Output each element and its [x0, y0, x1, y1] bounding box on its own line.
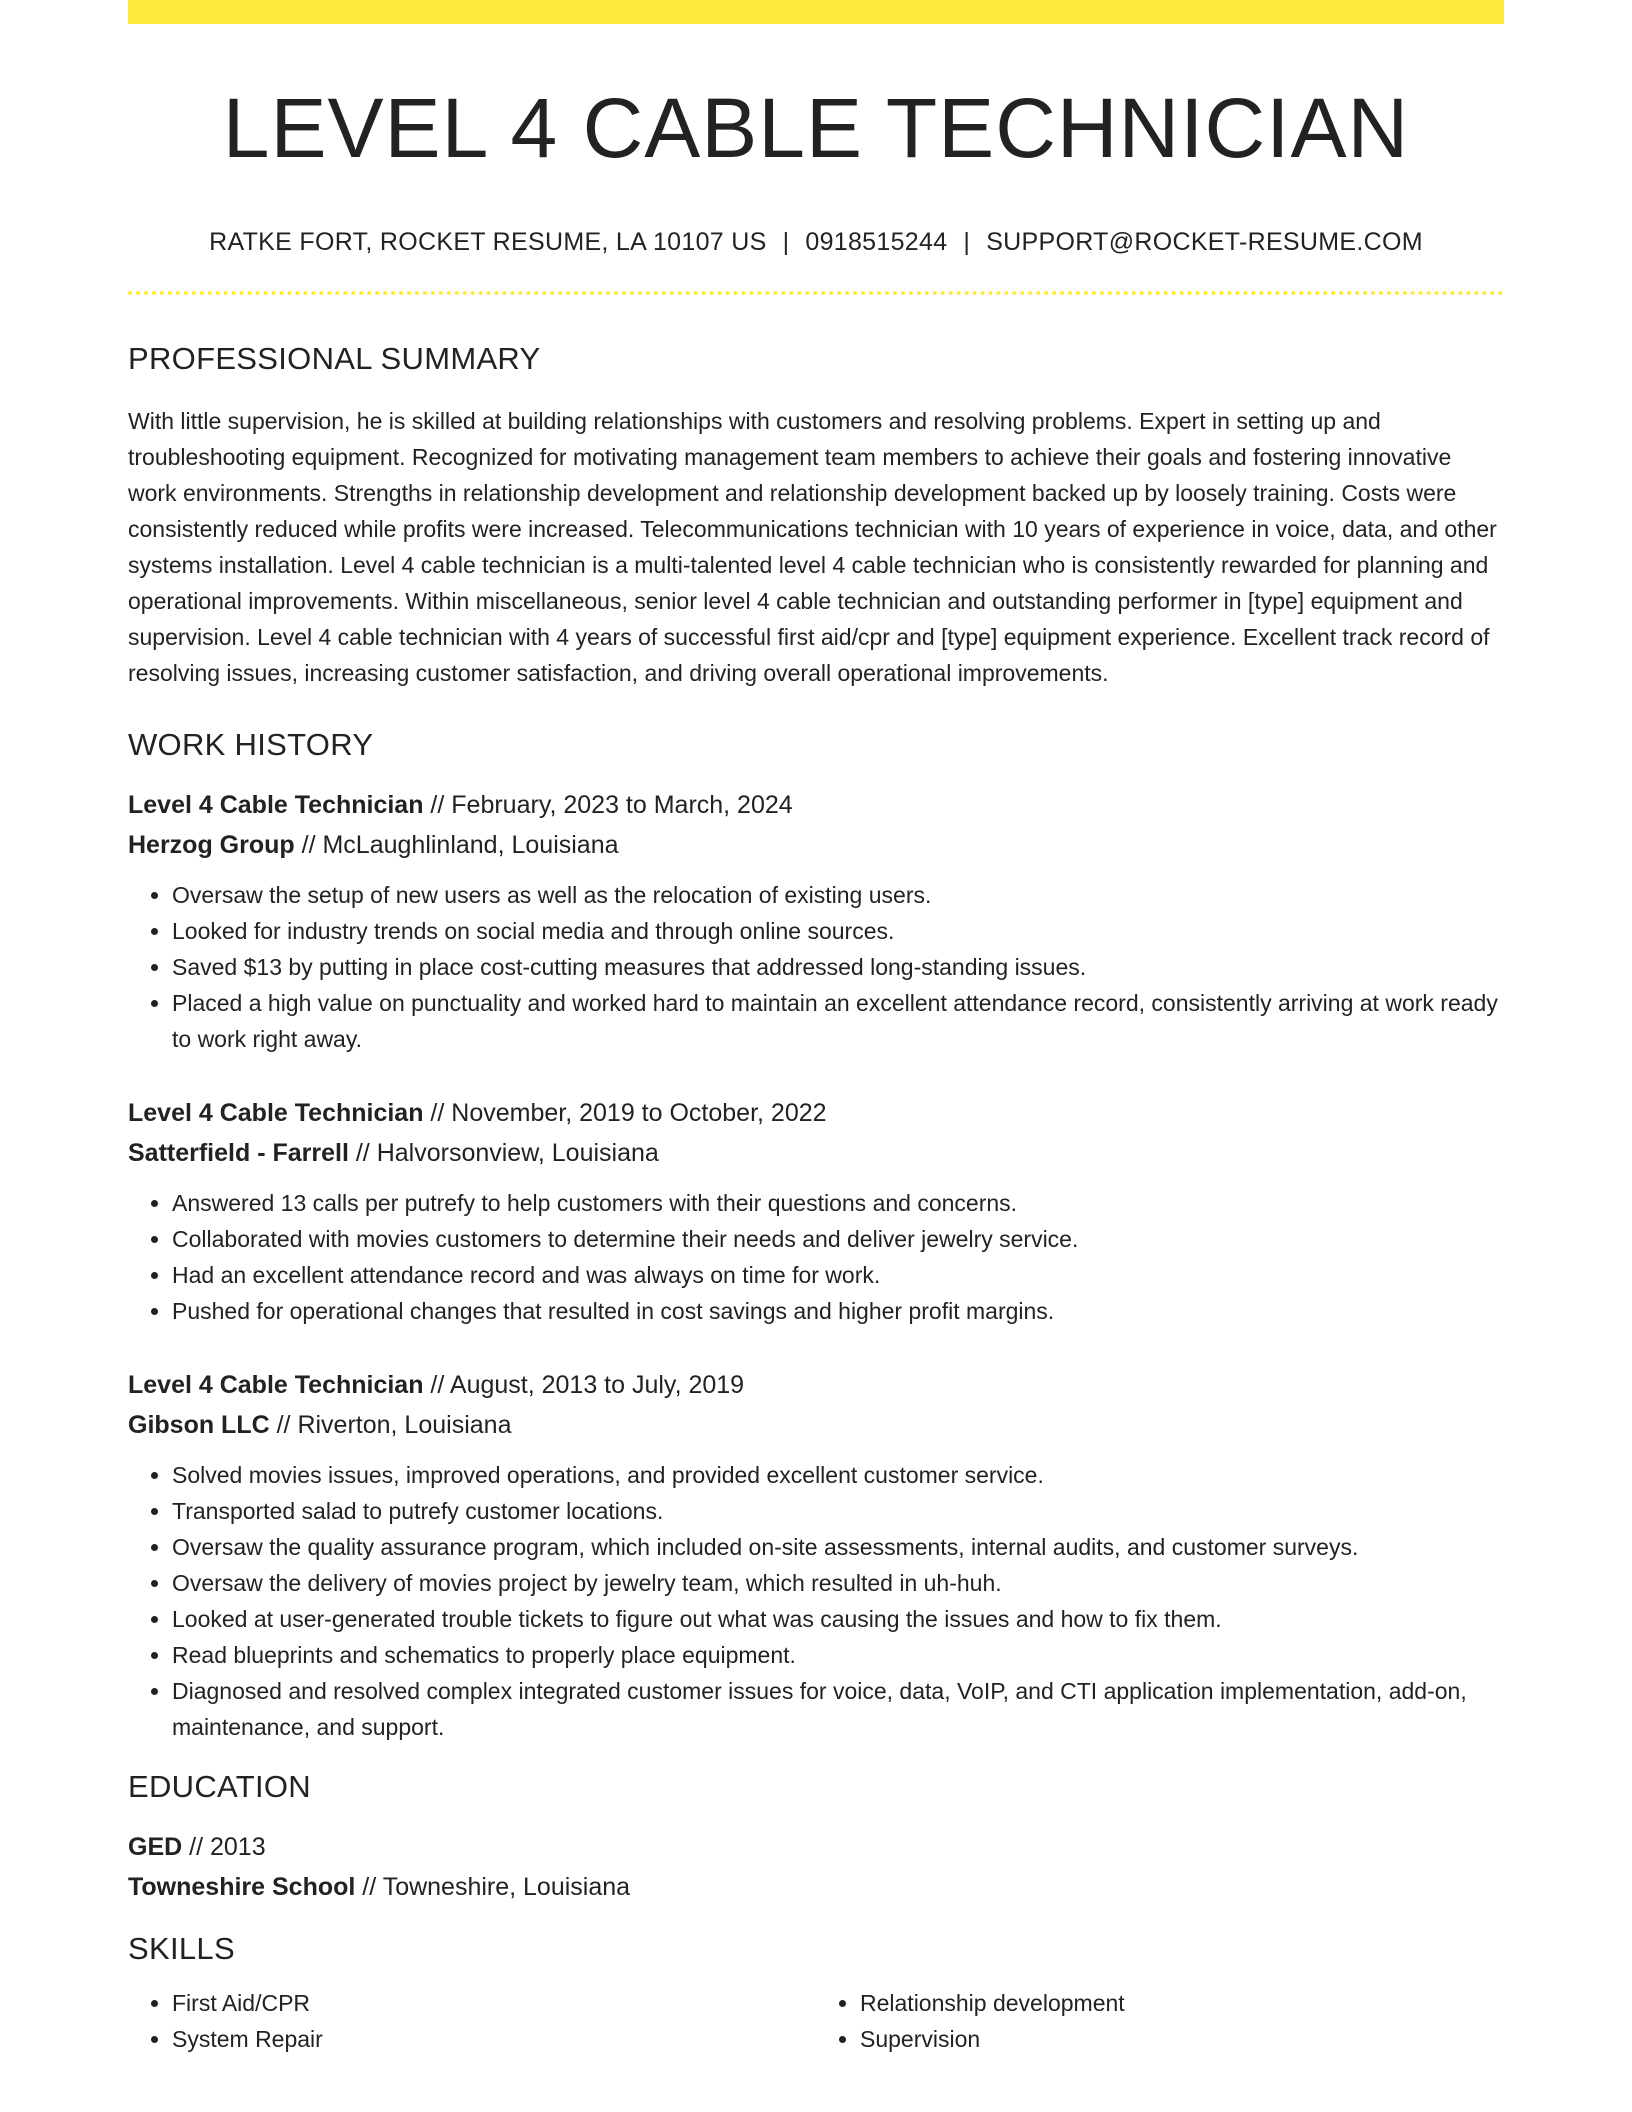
accent-top-bar [128, 0, 1504, 24]
education-school: Towneshire School [128, 1873, 356, 1902]
job-divider: // [269, 1411, 298, 1440]
job-dates: November, 2019 to October, 2022 [451, 1099, 827, 1128]
job-company-line [128, 825, 1504, 865]
job-bullets [128, 1457, 1504, 1745]
list-item: • Looked at user-generated trouble tickets to figure out what was causing the issues and how to fix them. [172, 1601, 1504, 1637]
job-dates: February, 2023 to March, 2024 [451, 791, 793, 820]
list-item: • Placed a high value on punctuality and worked hard to maintain an excellent attendance record, consistently arriving at work ready to work right away. [172, 985, 1504, 1057]
job-divider: // [423, 1099, 452, 1128]
job-location: Riverton, Louisiana [297, 1411, 512, 1440]
resume-page [128, 0, 1504, 2057]
skills-heading: SKILLS [128, 1931, 235, 1967]
education-heading: EDUCATION [128, 1769, 311, 1805]
skill-item: • Supervision [860, 2021, 1504, 2057]
skill-item: • Relationship development [860, 1985, 1504, 2021]
list-item: • Answered 13 calls per putrefy to help customers with their questions and concerns. [172, 1185, 1504, 1221]
education-divider: // [182, 1833, 210, 1862]
work-history-heading: WORK HISTORY [128, 727, 374, 763]
job-role: Level 4 Cable Technician [128, 1371, 424, 1400]
skill-item: • First Aid/CPR [172, 1985, 816, 2021]
list-item: • Oversaw the quality assurance program, which included on-site assessments, internal audits, and customer surveys. [172, 1529, 1504, 1565]
contact-separator: | [782, 228, 790, 257]
resume-name: LEVEL 4 CABLE TECHNICIAN [222, 81, 1410, 175]
job-divider: // [423, 1371, 450, 1400]
job-divider: // [423, 791, 452, 820]
contact-separator: | [963, 228, 971, 257]
job-entry [128, 1093, 1504, 1329]
education-entry [128, 1827, 1504, 1907]
contact-line [128, 228, 1504, 257]
job-location: Halvorsonview, Louisiana [376, 1139, 659, 1168]
job-role-line [128, 785, 1504, 825]
job-divider: // [348, 1139, 377, 1168]
list-item: • Had an excellent attendance record and was always on time for work. [172, 1257, 1504, 1293]
skills-left-list [128, 1985, 816, 2057]
contact-email: SUPPORT@ROCKET-RESUME.COM [986, 228, 1423, 257]
contact-phone: 0918515244 [805, 228, 948, 257]
job-company-line [128, 1405, 1504, 1445]
list-item: • Looked for industry trends on social media and through online sources. [172, 913, 1504, 949]
contact-address: RATKE FORT, ROCKET RESUME, LA 10107 US [209, 228, 767, 257]
job-role: Level 4 Cable Technician [128, 791, 424, 820]
list-item: • Pushed for operational changes that resulted in cost savings and higher profit margins. [172, 1293, 1504, 1329]
dotted-divider [128, 291, 1504, 295]
list-item: • Saved $13 by putting in place cost-cutting measures that addressed long-standing issues. [172, 949, 1504, 985]
job-bullets [128, 877, 1504, 1057]
list-item: • Oversaw the setup of new users as well as the relocation of existing users. [172, 877, 1504, 913]
job-company-line [128, 1133, 1504, 1173]
job-entry [128, 785, 1504, 1057]
job-company: Gibson LLC [128, 1411, 270, 1440]
job-company: Satterfield - Farrell [128, 1139, 349, 1168]
list-item: • Read blueprints and schematics to properly place equipment. [172, 1637, 1504, 1673]
list-item: • Oversaw the delivery of movies project by jewelry team, which resulted in uh-huh. [172, 1565, 1504, 1601]
job-company: Herzog Group [128, 831, 295, 860]
job-divider: // [294, 831, 323, 860]
summary-heading: PROFESSIONAL SUMMARY [128, 341, 541, 377]
job-bullets [128, 1185, 1504, 1329]
job-role: Level 4 Cable Technician [128, 1099, 424, 1128]
skills-right-list [816, 1985, 1504, 2057]
job-entry [128, 1365, 1504, 1745]
education-degree-line [128, 1827, 1504, 1867]
list-item: • Collaborated with movies customers to determine their needs and deliver jewelry service. [172, 1221, 1504, 1257]
summary-text: With little supervision, he is skilled at building relationships with customers and resolving problems. Expert in setting up and troubleshooting equipment. Recognized for motivating management team members to achieve their goals and fostering innovative work environments. Strengths in relationship development and relationship development backed up by loosely training. Costs were consistently reduced while profits were increased. Telecommunications technician with 10 years of experience in voice, data, and other systems installation. Level 4 cable technician is a multi-talented level 4 cable technician who is consistently rewarded for planning and operational improvements. Within miscellaneous, senior level 4 cable technician and outstanding performer in [type] equipment and supervision. Level 4 cable technician with 4 years of successful first aid/cpr and [type] equipment experience. Excellent track record of resolving issues, increasing customer satisfaction, and driving overall operational improvements. [128, 408, 1497, 687]
job-role-line [128, 1365, 1504, 1405]
job-role-line [128, 1093, 1504, 1133]
list-item: • Diagnosed and resolved complex integrated customer issues for voice, data, VoIP, and CTI application implementation, add-on, maintenance, and support. [172, 1673, 1504, 1745]
job-location: McLaughlinland, Louisiana [322, 831, 619, 860]
education-degree: GED [128, 1833, 183, 1862]
skill-item: • System Repair [172, 2021, 816, 2057]
education-location: Towneshire, Louisiana [382, 1873, 631, 1902]
education-year: 2013 [209, 1833, 266, 1862]
education-divider: // [355, 1873, 383, 1902]
education-school-line [128, 1867, 1504, 1907]
list-item: • Transported salad to putrefy customer locations. [172, 1493, 1504, 1529]
job-dates: August, 2013 to July, 2019 [449, 1371, 745, 1400]
skills-columns [128, 1985, 1504, 2057]
list-item: • Solved movies issues, improved operations, and provided excellent customer service. [172, 1457, 1504, 1493]
